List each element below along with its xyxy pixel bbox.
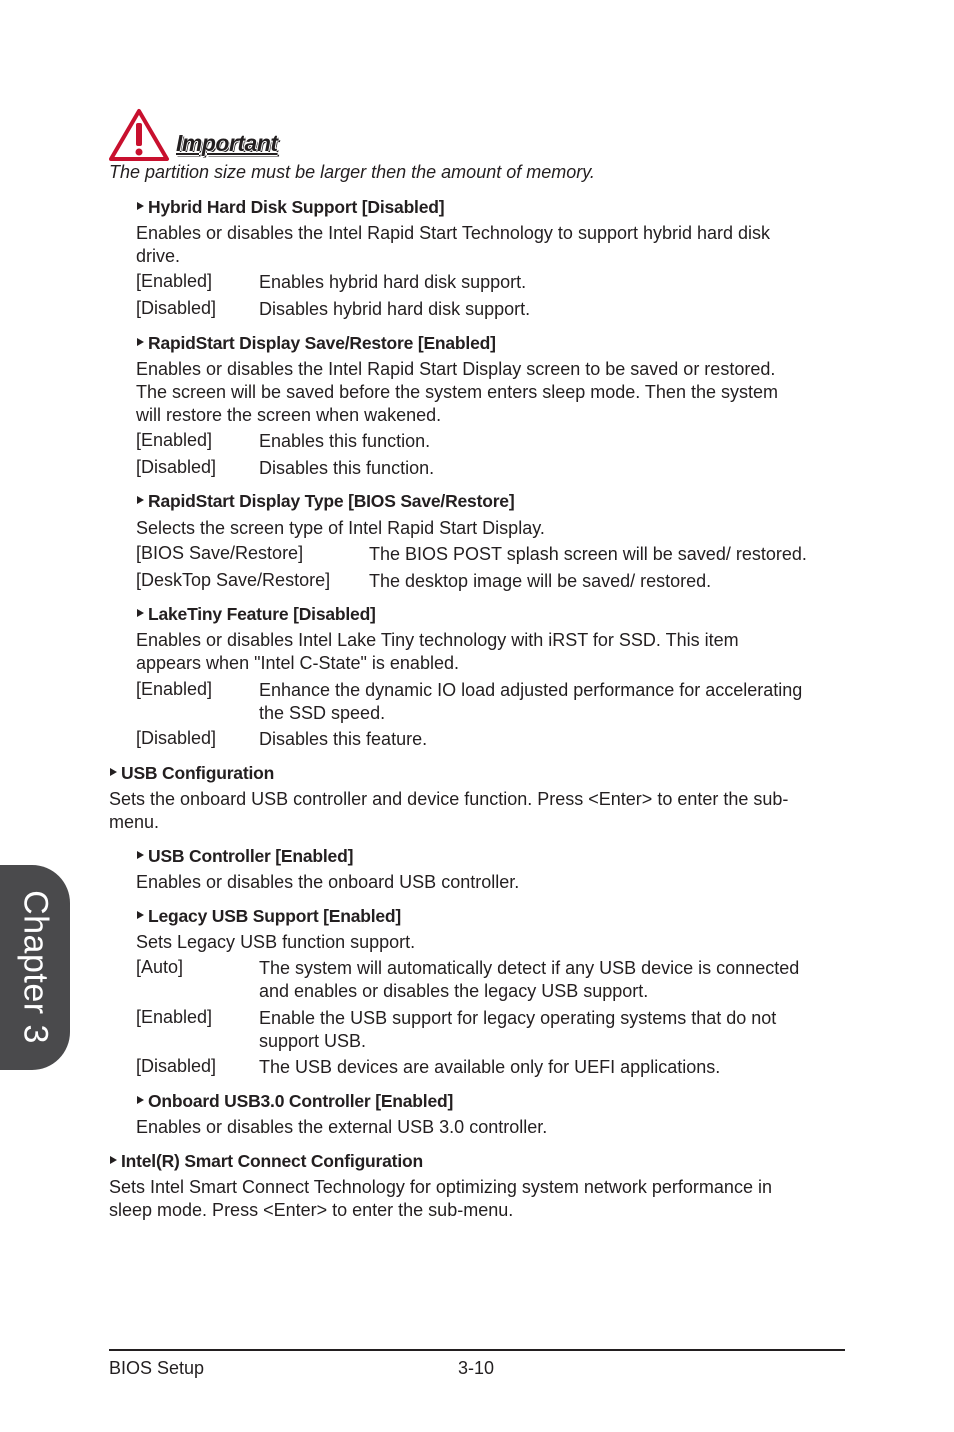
usb-config-heading xyxy=(110,763,274,784)
desc-line: The system will automatically detect if any USB device is connected xyxy=(259,958,800,978)
option-key: [Auto] xyxy=(136,957,184,977)
display-type-heading-text: RapidStart Display Type [BIOS Save/Restore] xyxy=(148,491,515,511)
display-save-heading xyxy=(137,333,496,354)
desc-line: Enables or disables the Intel Rapid Start Display screen to be saved or restored. xyxy=(136,359,776,379)
option-desc: The USB devices are available only for UEFI applications. xyxy=(259,1057,721,1077)
desc-line: Enhance the dynamic IO load adjusted performance for accelerating xyxy=(259,680,803,700)
bullet-arrow-icon xyxy=(137,911,144,919)
laketiny-desc xyxy=(136,629,739,675)
display-save-desc xyxy=(136,358,778,427)
usb-controller-heading xyxy=(137,846,353,867)
desc-line: the SSD speed. xyxy=(259,703,386,723)
option-key: [BIOS Save/Restore] xyxy=(136,543,304,563)
option-desc: Disables this feature. xyxy=(259,729,428,749)
usb3-heading-text: Onboard USB3.0 Controller [Enabled] xyxy=(148,1091,454,1111)
desc-line: drive. xyxy=(136,246,181,266)
smart-connect-heading xyxy=(110,1151,423,1172)
desc-line: Enables or disables Intel Lake Tiny technology with iRST for SSD. This item xyxy=(136,630,739,650)
hybrid-heading xyxy=(137,197,444,218)
desc-line: will restore the screen when wakened. xyxy=(136,405,442,425)
hybrid-heading-text: Hybrid Hard Disk Support [Disabled] xyxy=(148,197,445,217)
warning-triangle-icon xyxy=(108,108,170,162)
smart-connect-desc xyxy=(109,1176,772,1222)
display-type-heading xyxy=(137,491,514,512)
bullet-arrow-icon xyxy=(137,202,144,210)
option-key: [Disabled] xyxy=(136,457,217,477)
desc-line: Sets Intel Smart Connect Technology for optimizing system network performance in xyxy=(109,1177,772,1197)
bullet-arrow-icon xyxy=(110,768,117,776)
legacy-usb-desc xyxy=(136,931,415,954)
chapter-label: Chapter 3 xyxy=(16,890,55,1044)
option-desc: Disables hybrid hard disk support. xyxy=(259,299,531,319)
desc-line: appears when "Intel C-State" is enabled. xyxy=(136,653,459,673)
hybrid-desc xyxy=(136,222,770,268)
display-type-desc xyxy=(136,517,545,540)
option-key: [Disabled] xyxy=(136,298,217,318)
usb-config-heading-text: USB Configuration xyxy=(121,763,275,783)
chapter-tab xyxy=(0,865,70,1070)
desc-line: sleep mode. Press <Enter> to enter the sub-menu. xyxy=(109,1200,514,1220)
usb3-heading xyxy=(137,1091,453,1112)
option-key: [Disabled] xyxy=(136,1056,217,1076)
option-key: [Enabled] xyxy=(136,271,213,291)
option-key: [Enabled] xyxy=(136,1007,213,1027)
option-desc: Disables this function. xyxy=(259,458,435,478)
option-desc xyxy=(259,1007,776,1053)
option-key: [Enabled] xyxy=(136,679,213,699)
page-number: 3-10 xyxy=(458,1358,495,1378)
bullet-arrow-icon xyxy=(137,609,144,617)
desc-line: Sets the onboard USB controller and device function. Press <Enter> to enter the sub- xyxy=(109,789,789,809)
laketiny-heading xyxy=(137,604,376,625)
legacy-usb-heading xyxy=(137,906,401,927)
usb-controller-heading-text: USB Controller [Enabled] xyxy=(148,846,354,866)
desc-line: Enables or disables the Intel Rapid Start Technology to support hybrid hard disk xyxy=(136,223,771,243)
important-title: Important xyxy=(176,130,278,156)
option-desc xyxy=(259,957,799,1003)
important-note: The partition size must be larger then the amount of memory. xyxy=(109,162,595,182)
option-desc: Enables this function. xyxy=(259,431,431,451)
option-desc: Enables hybrid hard disk support. xyxy=(259,272,527,292)
footer-section-title: BIOS Setup xyxy=(109,1358,205,1378)
bullet-arrow-icon xyxy=(137,338,144,346)
option-desc: The desktop image will be saved/ restored. xyxy=(369,571,712,591)
option-key: [Enabled] xyxy=(136,430,213,450)
desc-line: Enables or disables the external USB 3.0 controller. xyxy=(136,1117,548,1137)
desc-line: Enables or disables the onboard USB controller. xyxy=(136,872,520,892)
desc-line: The screen will be saved before the system enters sleep mode. Then the system xyxy=(136,382,778,402)
legacy-usb-heading-text: Legacy USB Support [Enabled] xyxy=(148,906,402,926)
usb-config-desc xyxy=(109,788,788,834)
desc-line: Sets Legacy USB function support. xyxy=(136,932,416,952)
usb3-desc xyxy=(136,1116,547,1139)
option-key: [Disabled] xyxy=(136,728,217,748)
usb-controller-desc xyxy=(136,871,519,894)
smart-connect-heading-text: Intel(R) Smart Connect Configuration xyxy=(121,1151,423,1171)
option-desc xyxy=(259,679,802,725)
bullet-arrow-icon xyxy=(137,496,144,504)
desc-line: Enable the USB support for legacy operating systems that do not xyxy=(259,1008,777,1028)
bullet-arrow-icon xyxy=(110,1156,117,1164)
desc-line: Selects the screen type of Intel Rapid Start Display. xyxy=(136,518,545,538)
bullet-arrow-icon xyxy=(137,851,144,859)
laketiny-heading-text: LakeTiny Feature [Disabled] xyxy=(148,604,376,624)
desc-line: menu. xyxy=(109,812,160,832)
option-key: [DeskTop Save/Restore] xyxy=(136,570,331,590)
option-desc: The BIOS POST splash screen will be saved/ restored. xyxy=(369,544,807,564)
bullet-arrow-icon xyxy=(137,1096,144,1104)
display-save-heading-text: RapidStart Display Save/Restore [Enabled] xyxy=(148,333,496,353)
desc-line: support USB. xyxy=(259,1031,367,1051)
desc-line: and enables or disables the legacy USB support. xyxy=(259,981,649,1001)
footer-divider xyxy=(109,1349,845,1351)
